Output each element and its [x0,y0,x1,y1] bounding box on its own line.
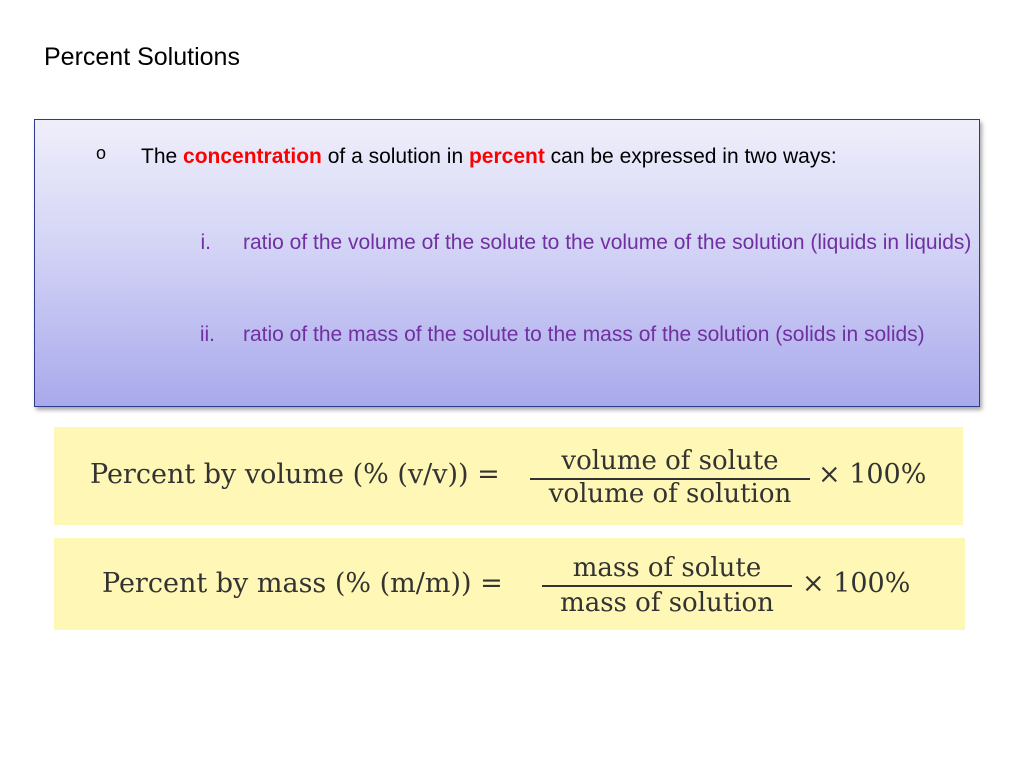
formula-label-mass: Percent by mass (% (m/m)) = [102,568,503,599]
sub-item-text: ratio of the mass of the solute to the mass of the solution (solids in solids) [243,323,925,346]
bullet-text-part-2: of a solution in [321,145,469,168]
bullet-text-part-3: can be expressed in two ways: [544,145,837,168]
bullet-marker: o [96,143,107,163]
sub-item-number: ii. [199,323,215,346]
formula-numerator-volume: volume of solute [561,446,779,476]
emphasis-percent: percent [468,145,545,168]
emphasis-concentration: concentration [183,145,322,168]
formula-denominator-mass: mass of solution [560,588,774,618]
formula-denominator-volume: volume of solution [548,479,792,509]
formula-multiplier-volume: × 100% [818,459,927,490]
slide-title: Percent Solutions [44,43,240,71]
sub-item-text: ratio of the volume of the solute to the volume of the solution (liquids in liquids) [243,231,972,254]
bullet-text [141,134,941,180]
formula-label-volume: Percent by volume (% (v/v)) = [90,459,500,490]
formula-multiplier-mass: × 100% [802,568,911,599]
bullet-text-part-1: The [141,145,184,168]
sub-item-number: i. [200,231,211,254]
formula-numerator-mass: mass of solute [572,553,762,583]
fraction-bar [542,585,792,587]
